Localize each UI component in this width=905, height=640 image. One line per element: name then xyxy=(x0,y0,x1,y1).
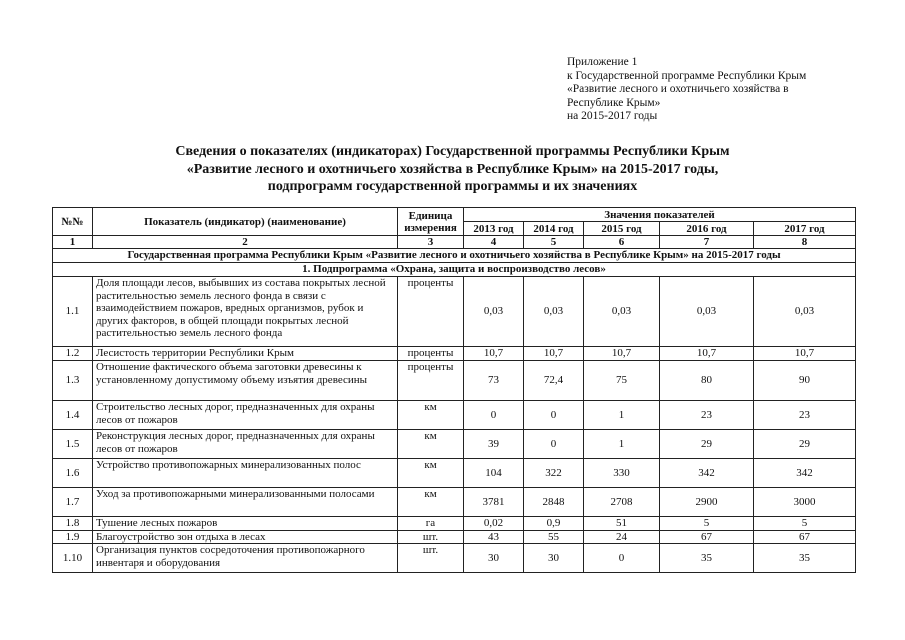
header-name: Показатель (индикатор) (наименование) xyxy=(93,208,398,236)
value-cell: 10,7 xyxy=(524,347,584,361)
row-number: 1.5 xyxy=(53,430,93,459)
indicator-name: Тушение лесных пожаров xyxy=(93,517,398,531)
indicator-name: Реконструкция лесных дорог, предназначенных для охраны лесов от пожаров xyxy=(93,430,398,459)
value-cell: 0 xyxy=(584,544,660,573)
indicator-name: Строительство лесных дорог, предназначенных для охраны лесов от пожаров xyxy=(93,401,398,430)
value-cell: 0,03 xyxy=(464,277,524,347)
value-cell: 1 xyxy=(584,430,660,459)
value-cell: 30 xyxy=(464,544,524,573)
value-cell: 0 xyxy=(524,430,584,459)
row-number: 1.1 xyxy=(53,277,93,347)
value-cell: 24 xyxy=(584,530,660,544)
value-cell: 0,02 xyxy=(464,517,524,531)
indicator-name: Уход за противопожарными минерализованными полосами xyxy=(93,488,398,517)
title-line: подпрограмм государственной программы и их значениях xyxy=(267,179,638,194)
title-line: Сведения о показателях (индикаторах) Государственной программы Республики Крым xyxy=(175,144,730,159)
value-cell: 342 xyxy=(754,459,856,488)
value-cell: 30 xyxy=(524,544,584,573)
value-cell: 0 xyxy=(464,401,524,430)
value-cell: 3000 xyxy=(754,488,856,517)
table-row xyxy=(53,430,856,459)
value-cell: 3781 xyxy=(464,488,524,517)
header-year: 2013 год xyxy=(464,222,524,236)
appendix-note xyxy=(567,56,806,124)
table-row xyxy=(53,361,856,401)
indicator-name: Благоустройство зон отдыха в лесах xyxy=(93,530,398,544)
header-year: 2014 год xyxy=(524,222,584,236)
value-cell: 0,03 xyxy=(660,277,754,347)
value-cell: 330 xyxy=(584,459,660,488)
appendix-line: на 2015-2017 годы xyxy=(567,110,658,123)
header-year: 2015 год xyxy=(584,222,660,236)
indicator-name: Устройство противопожарных минерализованных полос xyxy=(93,459,398,488)
value-cell: 10,7 xyxy=(754,347,856,361)
value-cell: 0,03 xyxy=(754,277,856,347)
value-cell: 0,03 xyxy=(524,277,584,347)
table-row xyxy=(53,488,856,517)
unit-cell: шт. xyxy=(398,544,464,573)
indicators-table xyxy=(52,207,856,573)
value-cell: 10,7 xyxy=(464,347,524,361)
row-number: 1.7 xyxy=(53,488,93,517)
header-no: №№ xyxy=(53,208,93,236)
value-cell: 67 xyxy=(754,530,856,544)
value-cell: 67 xyxy=(660,530,754,544)
value-cell: 0,9 xyxy=(524,517,584,531)
column-index: 1 xyxy=(53,236,93,249)
value-cell: 10,7 xyxy=(584,347,660,361)
program-row: Государственная программа Республики Крым «Развитие лесного и охотничьего хозяйства в Республике Крым» на 2015-2017 годы xyxy=(53,249,856,263)
value-cell: 10,7 xyxy=(660,347,754,361)
value-cell: 0,03 xyxy=(584,277,660,347)
document-title xyxy=(100,143,805,196)
subprogram-row: 1. Подпрограмма «Охрана, защита и воспроизводство лесов» xyxy=(53,263,856,277)
unit-cell: проценты xyxy=(398,347,464,361)
value-cell: 342 xyxy=(660,459,754,488)
unit-cell: км xyxy=(398,430,464,459)
header-year: 2016 год xyxy=(660,222,754,236)
indicator-name: Лесистость территории Республики Крым xyxy=(93,347,398,361)
table-row xyxy=(53,530,856,544)
value-cell: 75 xyxy=(584,361,660,401)
value-cell: 5 xyxy=(754,517,856,531)
unit-cell: шт. xyxy=(398,530,464,544)
value-cell: 23 xyxy=(660,401,754,430)
row-number: 1.10 xyxy=(53,544,93,573)
table-row xyxy=(53,277,856,347)
indicator-name: Доля площади лесов, выбывших из состава покрытых лесной растительностью земель лесного фонда в связи с взаимодействием пожаров, вредных организмов, рубок и других факторов, в общей площади покрытых лесной растительностью земель лесного фонда xyxy=(93,277,398,347)
value-cell: 104 xyxy=(464,459,524,488)
value-cell: 5 xyxy=(660,517,754,531)
value-cell: 90 xyxy=(754,361,856,401)
table-row xyxy=(53,401,856,430)
row-number: 1.3 xyxy=(53,361,93,401)
header-year: 2017 год xyxy=(754,222,856,236)
value-cell: 29 xyxy=(754,430,856,459)
table-row xyxy=(53,544,856,573)
value-cell: 2848 xyxy=(524,488,584,517)
value-cell: 322 xyxy=(524,459,584,488)
value-cell: 43 xyxy=(464,530,524,544)
unit-cell: км xyxy=(398,459,464,488)
column-index: 6 xyxy=(584,236,660,249)
appendix-line: Республике Крым» xyxy=(567,96,661,109)
table-row xyxy=(53,517,856,531)
value-cell: 2900 xyxy=(660,488,754,517)
value-cell: 2708 xyxy=(584,488,660,517)
row-number: 1.2 xyxy=(53,347,93,361)
appendix-line: «Развитие лесного и охотничьего хозяйства в xyxy=(567,83,789,96)
value-cell: 23 xyxy=(754,401,856,430)
column-index: 8 xyxy=(754,236,856,249)
value-cell: 0 xyxy=(524,401,584,430)
table-row xyxy=(53,459,856,488)
value-cell: 39 xyxy=(464,430,524,459)
indicator-name: Организация пунктов сосредоточения противопожарного инвентаря и оборудования xyxy=(93,544,398,573)
header-values: Значения показателей xyxy=(464,208,856,222)
column-index: 4 xyxy=(464,236,524,249)
value-cell: 51 xyxy=(584,517,660,531)
appendix-line: Приложение 1 xyxy=(567,56,638,68)
table-row xyxy=(53,347,856,361)
unit-cell: км xyxy=(398,401,464,430)
row-number: 1.4 xyxy=(53,401,93,430)
unit-cell: проценты xyxy=(398,361,464,401)
column-index: 5 xyxy=(524,236,584,249)
column-index: 2 xyxy=(93,236,398,249)
value-cell: 35 xyxy=(754,544,856,573)
unit-cell: км xyxy=(398,488,464,517)
header-unit: Единица измерения xyxy=(398,208,464,236)
indicator-name: Отношение фактического объема заготовки древесины к установленному допустимому объему изъятия древесины xyxy=(93,361,398,401)
value-cell: 80 xyxy=(660,361,754,401)
unit-cell: проценты xyxy=(398,277,464,347)
title-line: «Развитие лесного и охотничьего хозяйства в Республике Крым» на 2015-2017 годы, xyxy=(186,161,719,177)
value-cell: 73 xyxy=(464,361,524,401)
appendix-line: к Государственной программе Республики Крым xyxy=(567,69,807,82)
value-cell: 1 xyxy=(584,401,660,430)
value-cell: 55 xyxy=(524,530,584,544)
row-number: 1.6 xyxy=(53,459,93,488)
column-index: 3 xyxy=(398,236,464,249)
row-number: 1.8 xyxy=(53,517,93,531)
column-index: 7 xyxy=(660,236,754,249)
value-cell: 72,4 xyxy=(524,361,584,401)
value-cell: 35 xyxy=(660,544,754,573)
row-number: 1.9 xyxy=(53,530,93,544)
unit-cell: га xyxy=(398,517,464,531)
value-cell: 29 xyxy=(660,430,754,459)
